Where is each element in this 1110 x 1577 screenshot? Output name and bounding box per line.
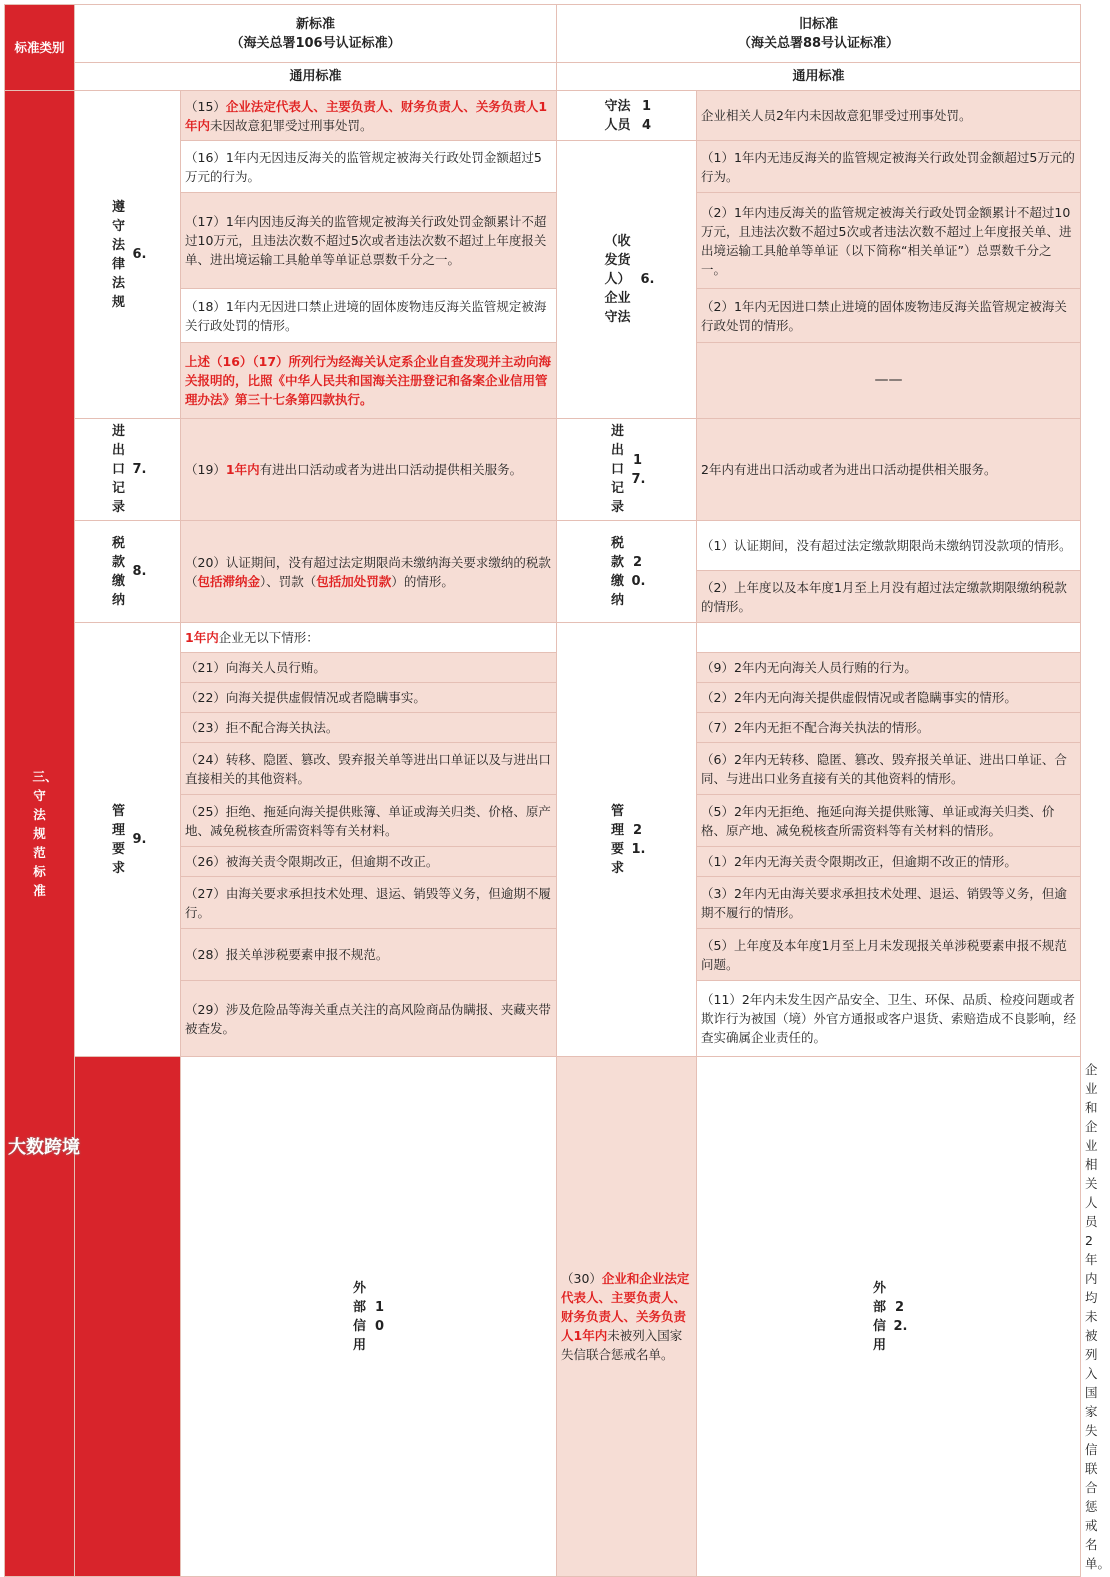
old-item-m6: （6）2年内无转移、隐匿、篡改、毁弃报关单证、进出口单证、合同、与进出口业务直接有关的其他资料的情形。 [697,743,1081,795]
new-cat-6: 遵守法律法规6. [75,91,181,419]
new-item-28: （28）报关单涉税要素申报不规范。 [181,929,557,981]
new-item-27: （27）由海关要求承担技术处理、退运、销毁等义务，但逾期不履行。 [181,877,557,929]
old-cat-16: （收发货人）企业守法6. [557,141,697,419]
standards-comparison-table: 标准类别 新标准 （海关总署106号认证标准） 旧标准 （海关总署88号认证标准） 通用标准 通用标准 三、守法规范标准 遵守法律法规6. （15）企业法定代表人、主要负责人、财务负责人、关务负责人1年内未因故意犯罪受过刑事处罚。 守法人员14 企业相关人员2年内未因故意犯罪受过刑事处罚。 （16）1年内无因违反海关的监管规定被海关行政处罚金额超过5万元的行为。 （收发货人）企业守法6. （1）1年内无违反海关的监管规定被海关行政处罚金额超过5万元的行为。 （17）1年内因违反海关的监管规定被海关行政处罚金额累计不超过10万元，且违法次数不超过5次或者违法次数不超过上年度报关单、进出境运输工具舱单等单证总票数千分之一。 （2）1年内违反海关的监管规定被海关行政处罚金额累计不超过10万元，且违法次数不超过5次或者违法次数不超过上年度报关单、进出境运输工具舱单等单证（以下简称“相关单证”）总票数千分之一。 （18）1年内无因进口禁止进境的固体废物违反海关监管规定被海关行政处罚的情形。 （2）1年内无因进口禁止进境的固体废物违反海关监管规定被海关行政处罚的情形。 上述（16）（17）所列行为经海关认定系企业自查发现并主动向海关报明的，比照《中华人民共和国海关注册登记和备案企业信用管理办法》第三十七条第四款执行。 —— 进出口记录7. （19）1年内有进出口活动或者为进出口活动提供相关服务。 进出口记录17. 2年内有进出口活动或者为进出口活动提供相关服务。 税款缴纳8. （20）认证期间，没有超过法定期限尚未缴纳海关要求缴纳的税款（包括滞纳金）、罚款（包括加处罚款）的情形。 税款缴纳20. （1）认证期间，没有超过法定缴款期限尚未缴纳罚没款项的情形。 （2）上年度以及本年度1月至上月没有超过法定缴款期限缴纳税款的情形。 管理要求9. 1年内企业无以下情形： 管理要求21. （21）向海关人员行贿。 （9）2年内无向海关人员行贿的行为。 （22）向海关提供虚假情况或者隐瞒事实。 （2）2年内无向海关提供虚假情况或者隐瞒事实的情形。 （23）拒不配合海关执法。 （7）2年内无拒不配合海关执法的情形。 （24）转移、隐匿、篡改、毁弃报关单等进出口单证以及与进出口直接相关的其他资料。 （6）2年内无转移、隐匿、篡改、毁弃报关单证、进出口单证、合同、与进出口业务直接有关的其他资料的情形。 （25）拒绝、拖延向海关提供账簿、单证或海关归类、价格、原产地、减免税核查所需资料等有关材料。 （5）2年内无拒绝、拖延向海关提供账簿、单证或海关归类、价格、原产地、减免税核查所需资料等有关材料的情形。 （26）被海关责令限期改正，但逾期不改正。 （1）2年内无海关责令限期改正，但逾期不改正的情形。 （27）由海关要求承担技术处理、退运、销毁等义务，但逾期不履行。 （3）2年内无由海关要求承担技术处理、退运、销毁等义务，但逾期不履行的情形。 （28）报关单涉税要素申报不规范。 （5）上年度及本年度1月至上月未发现报关单涉税要素申报不规范问题。 （29）涉及危险品等海关重点关注的高风险商品伪瞒报、夹藏夹带被查发。 （11）2年内未发生因产品安全、卫生、环保、品质、检疫问题或者欺诈行为被国（境）外官方通报或客户退货、索赔造成不良影响，经查实确属企业责任的。 外部信用10 （30）企业和企业法定代表人、主要负责人、财务负责人、关务负责人1年内未被列入国家失信联合惩戒名单。 外部信用22. 企业和企业相关人员2年内均未被列入国家失信联合惩戒名单。 [4,4,1081,1577]
old-cat-14: 守法人员14 [557,91,697,141]
brand-logo: 大数跨境 [8,1137,80,1158]
old-dash: —— [697,343,1081,419]
old-item-m9: （9）2年内无向海关人员行贿的行为。 [697,653,1081,683]
new-general-header: 通用标准 [75,63,557,91]
new-item-19: （19）1年内有进出口活动或者为进出口活动提供相关服务。 [181,419,557,521]
new-item-25: （25）拒绝、拖延向海关提供账簿、单证或海关归类、价格、原产地、减免税核查所需资料等有关材料。 [181,795,557,847]
old-general-header: 通用标准 [557,63,1081,91]
old-cat-17: 进出口记录17. [557,419,697,521]
old-item-1: （1）1年内无违反海关的监管规定被海关行政处罚金额超过5万元的行为。 [697,141,1081,193]
old-item-14: 企业相关人员2年内未因故意犯罪受过刑事处罚。 [697,91,1081,141]
new-cat-8: 税款缴纳8. [75,521,181,623]
old-item-17: 2年内有进出口活动或者为进出口活动提供相关服务。 [697,419,1081,521]
old-item-m7: （7）2年内无拒不配合海关执法的情形。 [697,713,1081,743]
old-standard-header: 旧标准 （海关总署88号认证标准） [557,5,1081,63]
new-cat-7: 进出口记录7. [75,419,181,521]
new-standard-header: 新标准 （海关总署106号认证标准） [75,5,557,63]
old-item-m2: （2）2年内无向海关提供虚假情况或者隐瞒事实的情形。 [697,683,1081,713]
new-item-15: （15）企业法定代表人、主要负责人、财务负责人、关务负责人1年内未因故意犯罪受过刑事处罚。 [181,91,557,141]
old-item-20-2: （2）上年度以及本年度1月至上月没有超过法定缴款期限缴纳税款的情形。 [697,571,1081,623]
new-item-26: （26）被海关责令限期改正，但逾期不改正。 [181,847,557,877]
old-item-2a: （2）1年内违反海关的监管规定被海关行政处罚金额累计不超过10万元，且违法次数不超过5次或者违法次数不超过上年度报关单、进出境运输工具舱单等单证（以下简称“相关单证”）总票数千分之一。 [697,193,1081,289]
new-item-20: （20）认证期间，没有超过法定期限尚未缴纳海关要求缴纳的税款（包括滞纳金）、罚款（包括加处罚款）的情形。 [181,521,557,623]
old-item-20-1: （1）认证期间，没有超过法定缴款期限尚未缴纳罚没款项的情形。 [697,521,1081,571]
new-cat-10: 外部信用10 [181,1057,557,1577]
new-item-23: （23）拒不配合海关执法。 [181,713,557,743]
new-item-16: （16）1年内无因违反海关的监管规定被海关行政处罚金额超过5万元的行为。 [181,141,557,193]
new-item-17: （17）1年内因违反海关的监管规定被海关行政处罚金额累计不超过10万元，且违法次数不超过5次或者违法次数不超过上年度报关单、进出境运输工具舱单等单证总票数千分之一。 [181,193,557,289]
old-item-m1: （1）2年内无海关责令限期改正，但逾期不改正的情形。 [697,847,1081,877]
new-lead: 1年内企业无以下情形： [181,623,557,653]
new-item-21: （21）向海关人员行贿。 [181,653,557,683]
old-cat-22: 外部信用22. [697,1057,1081,1577]
category-header: 标准类别 [5,5,75,91]
old-item-2b: （2）1年内无因进口禁止进境的固体废物违反海关监管规定被海关行政处罚的情形。 [697,289,1081,343]
old-cat-20: 税款缴纳20. [557,521,697,623]
new-note: 上述（16）（17）所列行为经海关认定系企业自查发现并主动向海关报明的，比照《中华人民共和国海关注册登记和备案企业信用管理办法》第三十七条第四款执行。 [181,343,557,419]
new-cat-9: 管理要求9. [75,623,181,1057]
old-item-m3: （3）2年内无由海关要求承担技术处理、退运、销毁等义务，但逾期不履行的情形。 [697,877,1081,929]
old-item-m5b: （5）上年度及本年度1月至上月未发现报关单涉税要素申报不规范问题。 [697,929,1081,981]
new-item-29: （29）涉及危险品等海关重点关注的高风险商品伪瞒报、夹藏夹带被查发。 [181,981,557,1057]
new-item-22: （22）向海关提供虚假情况或者隐瞒事实。 [181,683,557,713]
new-item-24: （24）转移、隐匿、篡改、毁弃报关单等进出口单证以及与进出口直接相关的其他资料。 [181,743,557,795]
new-item-30: （30）企业和企业法定代表人、主要负责人、财务负责人、关务负责人1年内未被列入国家失信联合惩戒名单。 [557,1057,697,1577]
old-item-m5: （5）2年内无拒绝、拖延向海关提供账簿、单证或海关归类、价格、原产地、减免税核查所需资料等有关材料的情形。 [697,795,1081,847]
section-label: 三、守法规范标准 [5,91,75,1577]
section-label-cont [75,1057,181,1577]
old-cat-21: 管理要求21. [557,623,697,1057]
old-item-m11: （11）2年内未发生因产品安全、卫生、环保、品质、检疫问题或者欺诈行为被国（境）外官方通报或客户退货、索赔造成不良影响，经查实确属企业责任的。 [697,981,1081,1057]
old-blank [697,623,1081,653]
new-item-18: （18）1年内无因进口禁止进境的固体废物违反海关监管规定被海关行政处罚的情形。 [181,289,557,343]
